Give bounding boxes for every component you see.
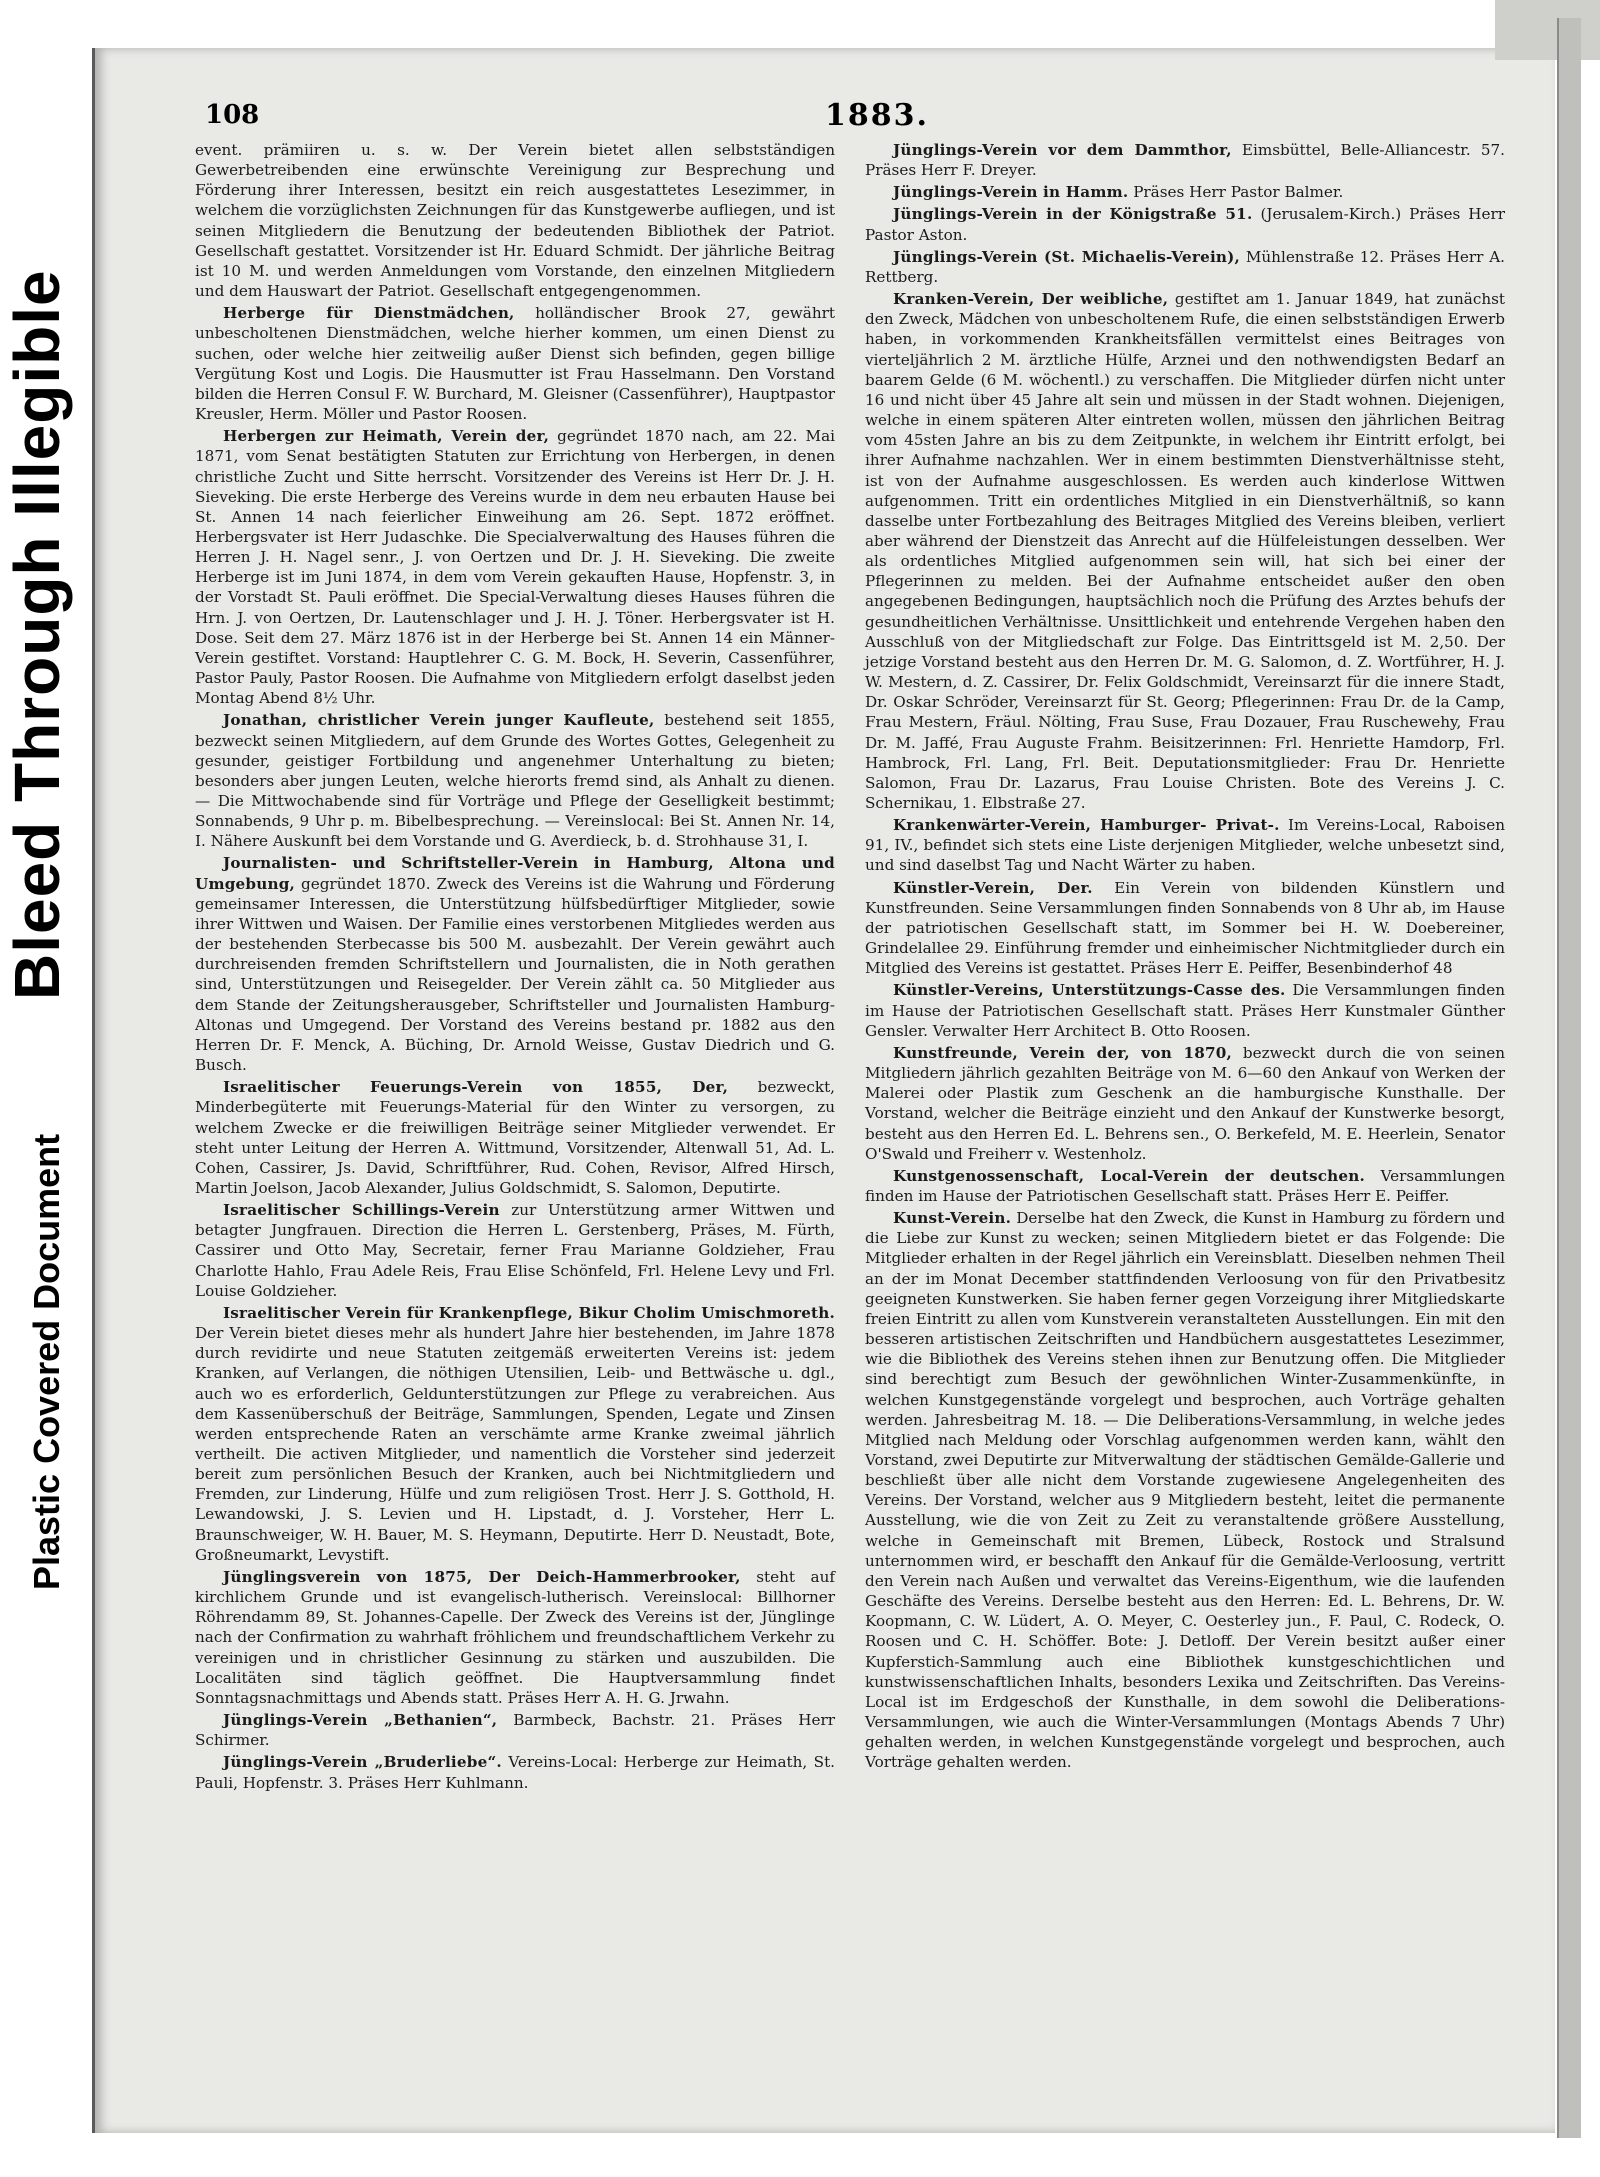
directory-entry [865, 289, 1505, 813]
entry-text: Ein Verein von bildenden Künstlern und Kunstfreunden. Seine Versammlungen finden Sonnabends von 8 Uhr ab, im Hause der patriotischen Gesellschaft statt, im Sommer bei H. W. Doebereiner, Grindelallee 29. Einführung fremder und einheimischer Nichtmitglieder durch ein Mitglied des Vereins ist gestattet. Präses Herr E. Peiffer, Besenbinderhof 48 [865, 878, 1505, 978]
directory-entry [865, 878, 1505, 979]
archive-stamp-strip [0, 0, 88, 2177]
entry-title: Journalisten- und Schriftsteller-Verein in Hamburg, Altona und Umgebung, [195, 854, 835, 893]
bleed-through-stamp: Bleed Through Illegible [1, 269, 73, 1000]
entry-text: zur Unterstützung armer Wittwen und betagter Jungfrauen. Direction die Herren L. Gerstenberg, Präses, M. Fürth, Cassirer und Otto May, Secretair, ferner Frau Marianne Goldzieher, Frau Charlotte Hahlo, Frau Adele Reis, Frau Elise Schönfeld, Frl. Helene Levy und Frl. Louise Goldzieher. [195, 1201, 836, 1300]
right-column [865, 140, 1505, 1775]
entry-title: Jünglings-Verein „Bruderliebe“. [223, 1753, 502, 1772]
entry-text: Derselbe hat den Zweck, die Kunst in Hamburg zu fördern und die Liebe zur Kunst zu wecken; seinen Mitgliedern bietet er das Folgende: Die Mitglieder erhalten in der Regel jährlich ein Vereinsblatt. Dieselben nehmen Theil an der im Monat December stattfindenden Verloosung von für den Privatbesitz geeigneten Kunstwerken. Sie haben ferner gegen Vorzeigung ihrer Mitgliedskarte freien Eintritt zu allen vom Kunstverein veranstalteten Ausstellungen. Ein mit den besseren artistischen Zeitschriften und Handbüchern ausgestattetes Lesezimmer, wie die Bibliothek des Vereins stehen ihnen zur Benutzung offen. Die Mitglieder sind berechtigt zum Besuch der gewöhnlichen Winter-Zusammenkünfte, in welchen Kunstgegenstände vorgelegt und besprochen, auch Vorträge gehalten werden. Jahresbeitrag M. 18. — Die Deliberations-Versammlung, in welche jedes Mitglied nach Meldung oder Vorschlag aufgenommen werden kann, wählt den Vorstand, zwei Deputirte zur Mitverwaltung der städtischen Gemälde-Gallerie und beschließt über alle nicht dem Vorstande zugewiesene Angelegenheiten des Vereins. Der Vorstand, welcher aus 9 Mitgliedern besteht, leitet die permanente Ausstellung, wie die von Zeit zu Zeit zu veranstaltende größere Ausstellung, welche in Gemeinschaft mit Bremen, Lübeck, Rostock und Stralsund unternommen wird, er beschafft den Ankauf für die Gemälde-Verloosung, vertritt den Verein nach Außen und verwaltet das Vereins-Eigenthum, wie die laufenden Geschäfte des Vereins. Derselbe besteht aus den Herren: Ed. L. Behrens, Dr. W. Koopmann, C. W. Lüdert, A. O. Meyer, C. Oesterley jun., F. Paul, C. Rodeck, O. Roosen und C. H. Schöffer. Bote: J. Detloff. Der Verein besitzt außer einer Kupferstich-Sammlung auch eine Bibliothek kunstgeschichtlichen und kunstwissenschaftlichen Inhalts, besonders Lexika und Zeitschriften. Das Vereins-Local ist im Erdgeschoß der Kunsthalle, in dem sowohl die Deliberations-Versammlungen, wie auch die Winter-Versammlungen (Montags Abends 7 Uhr) gehalten werden, in welchen Kunstgegenstände vorgelegt und besprochen, auch Vorträge gehalten werden. [865, 1209, 1505, 1772]
entry-title: Israelitischer Verein für Krankenpflege, Bikur Cholim Umischmoreth. [223, 1303, 835, 1322]
directory-entry [865, 140, 1505, 180]
directory-entry [865, 980, 1505, 1040]
entry-title: Israelitischer Feuerungs-Verein von 1855, Der, [223, 1078, 729, 1097]
entry-text: Der Verein bietet dieses mehr als hundert Jahre hier bestehenden, im Jahre 1878 durch revidirte und neue Statuten zeitgemäß erweiterten Vereins ist: jedem Kranken, auf Verlangen, die nöthigen Utensilien, Leib- und Bettwäsche u. dgl., auch wo es erforderlich, Geldunterstützungen zur Pflege zu verabreichen. Aus dem Kassenüberschuß der Beiträge, Sammlungen, Spenden, Legate und Zinsen werden entsprechende Raten an verschämte arme Kranke zweimal jährlich vertheilt. Die activen Mitglieder, und namentlich die Vorsteher sind jederzeit bereit zum persönlichen Besuch der Kranken, auch bei Nichtmitgliedern und Fremden, zur Linderung, Hülfe und zum religiösen Trost. Herr J. S. Gotthold, H. Lewandowski, J. S. Levien und H. Lipstadt, d. J. Vorsteher, Herr L. Braunschweiger, W. H. Bauer, M. S. Heymann, Deputirte. Herr D. Neustadt, Bote, Großneumarkt, Levystift. [195, 1324, 835, 1564]
entry-text: gestiftet am 1. Januar 1849, hat zunächst den Zweck, Mädchen von unbescholtenem Rufe, die einen selbstständigen Erwerb haben, in vorkommenden Krankheitsfällen vermittelst eines Beitrages von vierteljährlich 2 M. ärztliche Hülfe, Arznei und den nothwendigsten Bedarf an baarem Gelde (6 M. wöchentl.) zu verschaffen. Die Mitglieder dürfen nicht unter 16 und nicht über 45 Jahre alt sein und müssen in der Stadt wohnen. Diejenigen, welche in einem späteren Alter eintreten wollen, müssen den jährlichen Beitrag vom 45sten Jahre an bis zu dem Zeitpunkte, in welchem ihr Eintritt erfolgt, bei ihrer Aufnahme nachzahlen. Wer in einem bestimmten Dienstverhältnisse steht, ist von der Aufnahme ausgeschlossen. Es werden auch kinderlose Wittwen aufgenommen. Tritt ein ordentliches Mitglied in ein Dienstverhältniß, so kann dasselbe unter Fortbezahlung des Beitrages Mitglied des Vereins bleiben, verliert aber während der Dienstzeit das Anrecht auf die Hülfeleistungen desselben. Wer als ordentliches Mitglied aufgenommen sein will, hat sich bei einer der Pflegerinnen zu melden. Bei der Aufnahme entscheidet außer den oben angegebenen Bedingungen, hauptsächlich noch die Prüfung des Arztes behufs der gesundheitlichen Verhältnisse. Unsittlichkeit und entehrende Vergehen haben den Ausschluß von der Mitgliedschaft zur Folge. Das Eintrittsgeld ist M. 2,50. Der jetzige Vorstand besteht aus den Herren Dr. M. G. Salomon, d. Z. Wortführer, H. J. W. Mestern, d. Z. Cassirer, Dr. Felix Goldschmidt, Vereinsarzt für die innere Stadt, Dr. Oskar Schröder, Vereinsarzt für St. Georg; Pflegerinnen: Frau Dr. de la Camp, Frau Mestern, Fräul. Nölting, Frau Suse, Frau Dozauer, Frau Ruschewehy, Frau Dr. M. Jaffé, Frau Auguste Frahm. Beisitzerinnen: Frl. Henriette Hamdorp, Frl. Hambrock, Frl. Lang, Frl. Beit. Deputationsmitglieder: Frau Dr. Henriette Salomon, Frau Dr. Lazarus, Frau Louise Christen. Bote des Vereins J. C. Schernikau, 1. Elbstraße 27. [865, 290, 1506, 812]
entry-text: Mühlenstraße 12. Präses Herr A. Rettberg. [865, 247, 1505, 286]
directory-entry [865, 247, 1505, 287]
directory-entry [865, 1166, 1505, 1206]
entry-title: Jünglings-Verein in der Königstraße 51. [893, 205, 1253, 224]
entry-title: Herberge für Dienstmädchen, [223, 304, 515, 323]
entry-title: Künstler-Vereins, Unterstützungs-Casse des. [893, 981, 1286, 1000]
left-column [195, 140, 835, 1795]
entry-title: Krankenwärter-Verein, Hamburger- Privat-. [893, 816, 1280, 835]
entry-text: gegründet 1870 nach, am 22. Mai 1871, vom Senat bestätigten Statuten zur Errichtung von Herbergen, in denen christliche Zucht und Sitte herrscht. Vorsitzender des Vereins ist Herr Dr. J. H. Sieveking. Die erste Herberge des Vereins wurde in dem neu erbauten Hause bei St. Annen 14 nach feierlicher Einweihung am 26. Sept. 1872 eröffnet. Herbergsvater ist Herr Judaschke. Die Specialverwaltung des Hauses führen die Herren J. H. Nagel senr., J. von Oertzen und Dr. J. H. Sieveking. Die zweite Herberge ist im Juni 1874, in dem vom Verein gekauften Hause, Hopfenstr. 3, in der Vorstadt St. Pauli eröffnet. Die Special-Verwaltung dieses Hauses führen die Hrn. J. von Oertzen, Dr. Lautenschlager und J. H. J. Töner. Herbergsvater ist H. Dose. Seit dem 27. März 1876 ist in der Herberge bei St. Annen 14 ein Männer-Verein gestiftet. Vorstand: Hauptlehrer C. G. M. Bock, H. Severin, Cassenführer, Pastor Pauly, Pastor Roosen. Die Aufnahme von Mitgliedern erfolgt daselbst jeden Montag Abend 8½ Uhr. [195, 427, 835, 708]
entry-text: bestehend seit 1855, bezweckt seinen Mitgliedern, auf dem Grunde des Wortes Gottes, Gelegenheit zu gesunder, geistiger Fortbildung und angenehmer Unterhaltung zu bieten; besonders aber jungen Leuten, welche hierorts fremd sind, als Anhalt zu dienen. — Die Mittwochabende sind für Vorträge und Pflege der Geselligkeit bestimmt; Sonnabends, 9 Uhr p. m. Bibelbesprechung. — Vereinslocal: Bei St. Annen Nr. 14, I. Nähere Auskunft bei dem Vorstande und G. Averdieck, b. d. Strohhause 31, I. [195, 711, 836, 851]
entry-title: Jünglingsverein von 1875, Der Deich-Hammerbrooker, [223, 1567, 741, 1586]
directory-entry [195, 1303, 835, 1565]
entry-text: Die Versammlungen finden im Hause der Patriotischen Gesellschaft statt. Präses Herr Kunstmaler Günther Gensler. Verwalter Herr Architect B. Otto Roosen. [865, 981, 1506, 1040]
directory-entry [195, 853, 835, 1075]
entry-title: Kunst-Verein. [893, 1209, 1012, 1228]
entry-title: Kunstfreunde, Verein der, von 1870, [893, 1043, 1233, 1062]
plastic-covered-stamp: Plastic Covered Document [26, 1133, 67, 1590]
entry-title: Künstler-Verein, Der. [893, 878, 1093, 897]
directory-entry [195, 1752, 835, 1792]
entry-title: Jünglings-Verein (St. Michaelis-Verein), [893, 247, 1241, 266]
page-header [205, 100, 1515, 140]
entry-title: Herbergen zur Heimath, Verein der, [223, 427, 550, 446]
directory-entry [865, 204, 1505, 244]
page-right-edge [1557, 18, 1581, 2138]
entry-text: gegründet 1870. Zweck des Vereins ist die Wahrung und Förderung gemeinsamer Interessen, die Unterstützung hülfsbedürftiger Mitglieder, sowie ihrer Wittwen und Waisen. Der Familie eines verstorbenen Mitgliedes werden aus der bestehenden Sterbecasse bis 500 M. ausbezahlt. Der Verein gewährt auch durchreisenden fremden Schriftstellern und Journalisten, die in Noth gerathen sind, Unterstützungen und Reisegelder. Der Verein zählt ca. 50 Mitglieder aus dem Stande der Zeitungsherausgeber, Schriftsteller und Journalisten Hamburg-Altonas und Umgegend. Der Vorstand des Vereins bestand pr. 1882 aus den Herren Dr. F. Menck, A. Büching, Dr. Arnold Weisse, Gustav Diedrich und G. Busch. [195, 874, 835, 1075]
scanned-page [92, 48, 1555, 2133]
directory-entry [865, 1208, 1505, 1772]
entry-text: event. prämiiren u. s. w. Der Verein bietet allen selbstständigen Gewerbetreibenden eine erwünschte Vereinigung zur Besprechung und Förderung ihrer Interessen, besitzt ein reich ausgestattetes Lesezimmer, in welchem die vorzüglichsten Zeichnungen für das Kunstgewerbe aufliegen, und ist seinen Mitgliedern die Benutzung der bedeutenden Bibliothek der Patriot. Gesellschaft gestattet. Vorsitzender ist Hr. Eduard Schmidt. Der jährliche Beitrag ist 10 M. und werden Anmeldungen vom Vorstande, den einzelnen Mitgliedern und dem Hauswart der Patriot. Gesellschaft entgegengenommen. [195, 141, 835, 301]
entry-text: Barmbeck, Bachstr. 21. Präses Herr Schirmer. [195, 1711, 835, 1750]
directory-entry [195, 1077, 835, 1198]
entry-text: Vereins-Local: Herberge zur Heimath, St. Pauli, Hopfenstr. 3. Präses Herr Kuhlmann. [195, 1753, 835, 1792]
page-number: 108 [205, 100, 260, 130]
entry-text: bezweckt, Minderbegüterte mit Feuerungs-Material für den Winter zu versorgen, zu welchem Zwecke er die freiwilligen Beiträge seiner Mitglieder verwendet. Er steht unter Leitung der Herren A. Wittmund, Vorsitzender, Altenwall 51, Ad. L. Cohen, Cassirer, Js. David, Schriftführer, Rud. Cohen, Revisor, Alfred Hirsch, Martin Joelson, Jacob Alexander, Julius Goldschmidt, S. Salomon, Deputirte. [195, 1078, 836, 1197]
directory-entry [865, 815, 1505, 875]
entry-title: Kunstgenossenschaft, Local-Verein der deutschen. [893, 1166, 1365, 1185]
directory-entry [195, 1567, 835, 1708]
entry-text: steht auf kirchlichem Grunde und ist evangelisch-lutherisch. Vereinslocal: Billhorner Röhrendamm 89, St. Johannes-Capelle. Der Zweck des Vereins ist der, Jünglinge nach der Confirmation zu wahrhaft fröhlichem und freundschaftlichem Verkehr zu vereinigen und in christlicher Gesinnung zu stärken und auszubilden. Die Localitäten sind täglich geöffnet. Die Hauptversammlung findet Sonntagsnachmittags und Abends statt. Präses Herr A. H. G. Jrwahn. [195, 1567, 835, 1707]
entry-text: bezweckt durch die von seinen Mitgliedern jährlich gezahlten Beiträge von M. 6—60 den Ankauf von Werken der Malerei oder Plastik zum Geschenk an die hamburgische Kunsthalle. Der Vorstand, welcher die Beiträge einzieht und den Ankauf der Kunstwerke besorgt, besteht aus den Herren Ed. L. Behrens sen., O. Berkefeld, M. E. Heerlein, Senator O'Swald und Freiherr v. Westenholz. [865, 1043, 1505, 1163]
entry-title: Jonathan, christlicher Verein junger Kaufleute, [223, 711, 655, 730]
directory-entry [195, 1200, 835, 1301]
entry-text: holländischer Brook 27, gewährt unbescholtenen Dienstmädchen, welche hierher kommen, um einen Dienst zu suchen, oder welche hier zeitweilig außer Dienst sich befinden, gegen billige Vergütung Kost und Logis. Die Hausmutter ist Frau Hasselmann. Den Vorstand bilden die Herren Consul F. W. Burchard, M. Gleisner (Cassenführer), Hauptpastor Kreusler, Herm. Möller und Pastor Roosen. [195, 304, 836, 424]
entry-text: (Jerusalem-Kirch.) Präses Herr Pastor Aston. [865, 205, 1506, 244]
page-year: 1883. [825, 98, 929, 133]
directory-entry [195, 140, 835, 301]
entry-text: Im Vereins-Local, Raboisen 91, IV., befindet sich stets eine Liste derjenigen Mitglieder, welche unbesetzt sind, und sind daselbst Tag und Nacht Wärter zu haben. [865, 816, 1506, 875]
entry-title: Kranken-Verein, Der weibliche, [893, 290, 1169, 309]
directory-entry [865, 1043, 1505, 1164]
entry-text: Präses Herr Pastor Balmer. [1133, 183, 1344, 202]
directory-entry [195, 1710, 835, 1750]
entry-title: Israelitischer Schillings-Verein [223, 1201, 500, 1220]
directory-entry [195, 426, 835, 708]
entry-title: Jünglings-Verein „Bethanien“, [223, 1711, 498, 1730]
page-corner-shadow [1495, 0, 1600, 60]
directory-entry [195, 303, 835, 424]
entry-text: Versammlungen finden im Hause der Patriotischen Gesellschaft statt. Präses Herr E. Peiffer. [865, 1166, 1505, 1205]
entry-title: Jünglings-Verein in Hamm. [893, 183, 1129, 202]
directory-entry [865, 182, 1505, 202]
entry-text: Eimsbüttel, Belle-Alliancestr. 57. Präses Herr F. Dreyer. [865, 141, 1506, 180]
entry-title: Jünglings-Verein vor dem Dammthor, [893, 141, 1232, 159]
directory-entry [195, 710, 835, 851]
